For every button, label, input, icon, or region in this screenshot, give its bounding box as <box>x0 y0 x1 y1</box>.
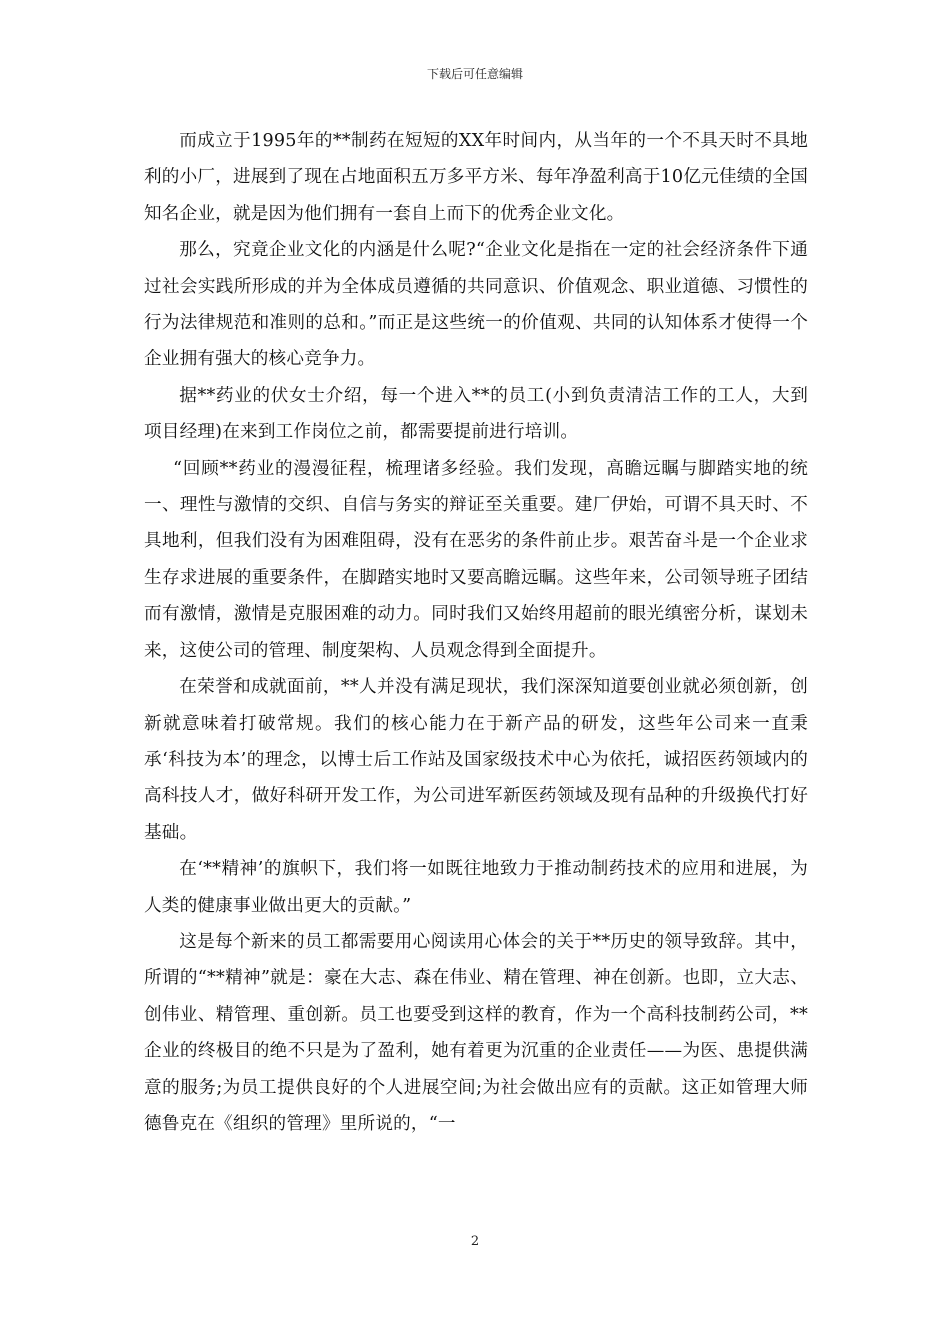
paragraph-culture-definition: 那么，究竟企业文化的内涵是什么呢?“企业文化是指在一定的社会经济条件下通过社会实践所形成的并为全体成员遵循的共同意识、价值观念、职业道德、习惯性的行为法律规范和准则的总和。”而正是这些统一的价值观、共同的认知体系才使得一个企业拥有强大的核心竞争力。 <box>144 240 808 370</box>
paragraph-leadership-speech: 这是每个新来的员工都需要用心阅读用心体会的关于**历史的领导致辞。其中，所谓的“**精神”就是：豪在大志、森在伟业、精在管理、神在创新。也即，立大志、创伟业、精管理、重创新。员工也要受到这样的教育，作为一个高科技制药公司，**企业的终极目的绝不只是为了盈利，她有着更为沉重的企业责任——为医、患提供满意的服务;为员工提供良好的个人进展空间;为社会做出应有的贡献。这正如管理大师德鲁克在《组织的管理》里所说的，“一 <box>144 931 808 1134</box>
paragraph-spirit-banner: 在‘**精神’的旗帜下，我们将一如既往地致力于推动制药技术的应用和进展，为人类的健康事业做出更大的贡献。” <box>144 859 808 916</box>
paragraph-innovation: 在荣誉和成就面前，**人并没有满足现状，我们深深知道要创业就必须创新，创新就意味着打破常规。我们的核心能力在于新产品的研发，这些年公司来一直秉承‘科技为本’的理念，以博士后工作站及国家级技术中心为依托，诚招医药领域内的高科技人才，做好科研开发工作，为公司进军新医药领域及现有品种的升级换代打好基础。 <box>144 677 808 843</box>
page-number: 2 <box>470 1234 480 1249</box>
page-header-note: 下载后可任意编辑 <box>426 67 523 81</box>
paragraph-review-journey: “回顾**药业的漫漫征程，梳理诸多经验。我们发现，高瞻远瞩与脚踏实地的统一、理性与激情的交织、自信与务实的辩证至关重要。建厂伊始，可谓不具天时、不具地利，但我们没有为困难阻碍，没有在恶劣的条件前止步。艰苦奋斗是一个企业求生存求进展的重要条件，在脚踏实地时又要高瞻远瞩。这些年来，公司领导班子团结而有激情，激情是克服困难的动力。同时我们又始终用超前的眼光缜密分析，谋划未来，这使公司的管理、制度架构、人员观念得到全面提升。 <box>144 458 808 661</box>
paragraph-company-history: 而成立于1995年的**制药在短短的XX年时间内，从当年的一个不具天时不具地利的小厂，进展到了现在占地面积五万多平方米、每年净盈利高于10亿元佳绩的全国知名企业，就是因为他们拥有一套自上而下的优秀企业文化。 <box>144 131 808 224</box>
paragraph-employee-training: 据**药业的伏女士介绍，每一个进入**的员工(小到负责清洁工作的工人，大到项目经理)在来到工作岗位之前，都需要提前进行培训。 <box>144 385 808 443</box>
document-body <box>144 123 808 1142</box>
